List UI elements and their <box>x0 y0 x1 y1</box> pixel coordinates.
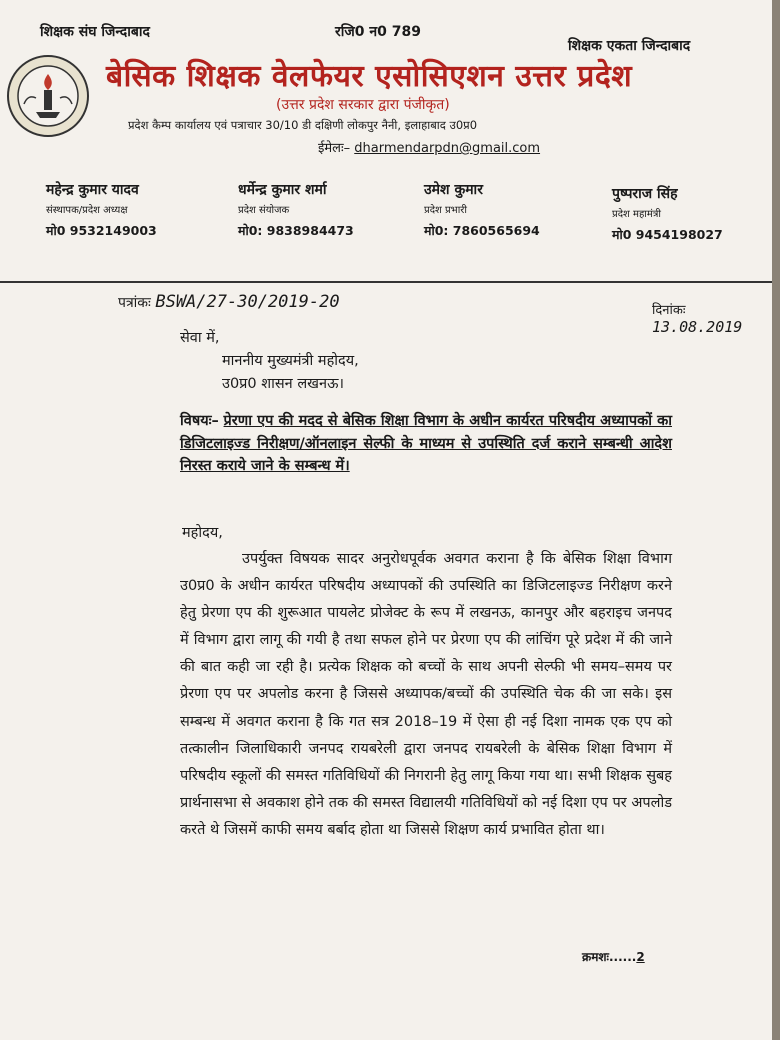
subject-label: विषयः– <box>180 413 219 429</box>
member-role: प्रदेश संयोजक <box>238 205 290 216</box>
letter-subject <box>180 410 672 478</box>
member-role: संस्थापक/प्रदेश अध्यक्ष <box>46 205 128 216</box>
member-phone: मो0 9532149003 <box>46 223 157 238</box>
member-card <box>424 180 594 239</box>
member-role: प्रदेश महामंत्री <box>612 209 661 220</box>
member-phone: मो0: 9838984473 <box>238 223 354 238</box>
recipient-line: उ0प्र0 शासन लखनऊ। <box>222 376 344 392</box>
member-phone: मो0: 7860565694 <box>424 223 540 238</box>
slogan-right: शिक्षक एकता जिन्दाबाद <box>568 38 691 54</box>
member-card <box>612 184 780 243</box>
date-value: 13.08.2019 <box>652 318 743 336</box>
reference-label: पत्रांकः <box>118 295 151 311</box>
continued-marker: क्रमशः......2 <box>582 950 645 964</box>
email-link[interactable]: dharmendarpdn@gmail.com <box>354 141 541 156</box>
letter-date <box>652 300 772 336</box>
organization-title: बेसिक शिक्षक वेलफेयर एसोसिएशन उत्तर प्रदेश <box>106 59 633 94</box>
member-name: महेन्द्र कुमार यादव <box>46 182 139 198</box>
member-card <box>46 180 216 239</box>
member-phone: मो0 9454198027 <box>612 227 723 242</box>
registration-number: रजि0 न0 789 <box>335 24 421 40</box>
member-name: पुष्पराज सिंह <box>612 186 678 202</box>
addressee-heading: सेवा में, <box>180 330 220 346</box>
member-name: धर्मेन्द्र कुमार शर्मा <box>238 182 327 198</box>
association-logo-icon <box>6 54 90 138</box>
greeting: महोदय, <box>182 525 223 541</box>
letter-reference <box>118 292 340 312</box>
email-label: ईमेलः– <box>318 141 351 156</box>
organization-address: प्रदेश कैम्प कार्यालय एवं पत्राचार 30/10 डी दक्षिणी लोकपुर नैनी, इलाहाबाद उ0प्र0 <box>128 118 478 132</box>
member-card <box>238 180 408 239</box>
member-role: प्रदेश प्रभारी <box>424 205 467 216</box>
date-label: दिनांकः <box>652 303 686 318</box>
body-paragraph: उपर्युक्त विषयक सादर अनुरोधपूर्वक अवगत कराना है कि बेसिक शिक्षा विभाग उ0प्र0 के अधीन कार्यरत परिषदीय अध्यापकों की उपस्थिति का डिजिटलाइज्ड निरीक्षण करने हेतु प्रेरणा एप की शुरूआत पायलेट प्रोजेक्ट के रूप में लखनऊ, कानपुर और बहराइच जनपद में विभाग द्वारा लागू की गयी है तथा सफल होने पर प्रेरणा एप की लांचिंग पूरे प्रदेश में की जाने की बात कही जा रही है। प्रत्येक शिक्षक को बच्चों के साथ अपनी सेल्फी भी समय–समय पर प्रेरणा एप पर अपलोड करना है जिससे अध्यापक/बच्चों की उपस्थिति चेक की जा सके। इस सम्बन्ध में अवगत कराना है कि गत सत्र 2018–19 में ऐसा ही नई दिशा नामक एक एप को तत्कालीन जिलाधिकारी जनपद रायबरेली द्वारा जनपद रायबरेली के बेसिक शिक्षा विभाग में परिषदीय स्कूलों की समस्त गतिविधियों की निगरानी हेतु लागू किया गया था। सभी शिक्षक सुबह प्रार्थनासभा से अवकाश होने तक की समस्त विद्यालयी गतिविधियों को नई दिशा एप पर अपलोड करते थे जिसमें काफी समय बर्बाद होता था जिससे शिक्षण कार्य प्रभावित होता था। <box>180 551 672 838</box>
recipient-line: माननीय मुख्यमंत्री महोदय, <box>222 353 359 369</box>
subject-text: प्रेरणा एप की मदद से बेसिक शिक्षा विभाग के अधीन कार्यरत परिषदीय अध्यापकों का डिजिटलाइज्ड निरीक्षण/ऑनलाइन सेल्फी के माध्यम से उपस्थिति दर्ज कराने सम्बन्धी आदेश निरस्त कराये जाने के सम्बन्ध में। <box>180 413 673 474</box>
organization-subtitle: (उत्तर प्रदेश सरकार द्वारा पंजीकृत) <box>276 97 450 113</box>
slogan-left: शिक्षक संघ जिन्दाबाद <box>40 24 150 40</box>
continued-label: क्रमशः <box>582 950 609 964</box>
organization-email <box>318 138 540 156</box>
header-divider <box>0 281 772 283</box>
reference-number: BSWA/27-30/2019-20 <box>155 292 340 312</box>
continued-page: 2 <box>636 950 645 964</box>
member-name: उमेश कुमार <box>424 182 483 198</box>
